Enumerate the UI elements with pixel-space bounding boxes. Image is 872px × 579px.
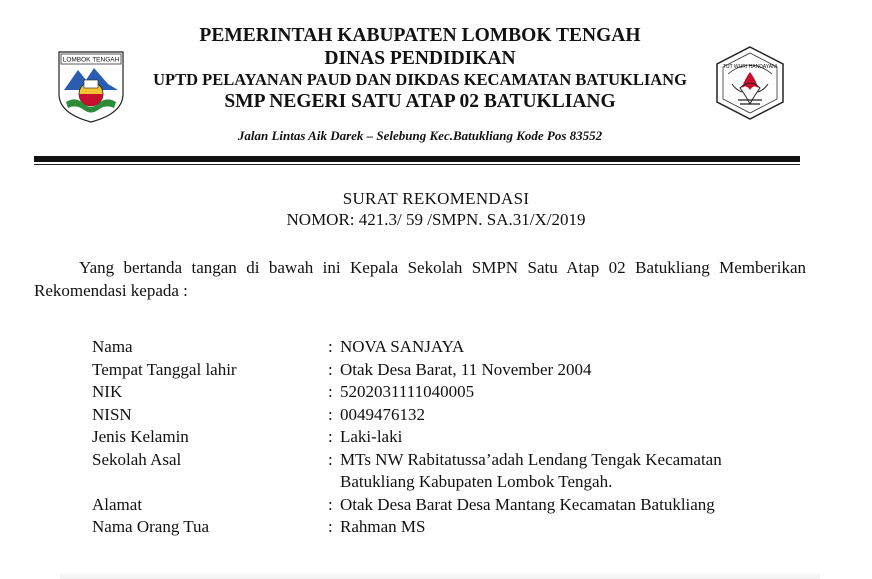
identity-label: Nama	[92, 337, 133, 356]
identity-value	[340, 449, 812, 494]
identity-row-ttl	[92, 359, 812, 382]
identity-value: 5202031111040005	[340, 382, 475, 401]
tut-wuri-handayani-emblem-icon	[712, 44, 788, 122]
identity-separator: :	[328, 517, 333, 536]
identity-row-gender	[92, 426, 812, 449]
identity-row-address	[92, 494, 812, 517]
unit-name: UPTD PELAYANAN PAUD DAN DIKDAS KECAMATAN BATUKLIANG	[153, 70, 687, 89]
identity-label: NISN	[92, 404, 132, 424]
department-name: DINAS PENDIDIKAN	[324, 48, 516, 69]
identity-value: Rahman MS	[340, 517, 426, 536]
identity-label: Nama Orang Tua	[92, 517, 210, 536]
identity-label: Tempat Tanggal lahir	[92, 359, 237, 379]
identity-row-nama	[92, 336, 812, 359]
identity-value-line: MTs NW Rabitatussa’adah Lendang Tengak Kecamatan	[340, 449, 722, 469]
school-address: Jalan Lintas Aik Darek – Selebung Kec.Batukliang Kode Pos 83552	[237, 128, 603, 143]
identity-separator: :	[328, 494, 333, 514]
letter-number: NOMOR: 421.3/ 59 /SMPN. SA.31/X/2019	[286, 210, 586, 229]
identity-row-school	[92, 449, 812, 494]
school-name: SMP NEGERI SATU ATAP 02 BATUKLIANG	[224, 91, 616, 112]
government-name: PEMERINTAH KABUPATEN LOMBOK TENGAH	[199, 25, 641, 46]
identity-value: Laki-laki	[340, 427, 403, 446]
letter-title: SURAT REKOMENDASI	[342, 189, 530, 208]
identity-separator: :	[328, 449, 333, 469]
identity-separator: :	[328, 359, 333, 379]
identity-separator: :	[328, 337, 333, 356]
identity-value: Otak Desa Barat, 11 November 2004	[340, 359, 592, 379]
identity-value: NOVA SANJAYA	[340, 337, 465, 356]
letterhead-divider-thin	[34, 164, 800, 165]
identity-table	[92, 336, 812, 539]
identity-label: Jenis Kelamin	[92, 427, 189, 446]
identity-value: 0049476132	[340, 404, 425, 424]
identity-row-parent	[92, 516, 812, 539]
identity-value-line: Batukliang Kabupaten Lombok Tengah.	[340, 472, 613, 491]
identity-label: Alamat	[92, 494, 143, 514]
emblem-banner-text: LOMBOK TENGAH	[62, 56, 120, 64]
scan-edge-shadow	[60, 571, 820, 579]
emblem-motto-text: TUT WURI HANDAYANI	[722, 64, 778, 70]
letterhead-divider	[34, 156, 800, 162]
identity-row-nik	[92, 381, 812, 404]
identity-separator: :	[328, 427, 333, 446]
identity-label: NIK	[92, 382, 123, 401]
identity-separator: :	[328, 382, 333, 401]
intro-paragraph: Yang bertanda tangan di bawah ini Kepala Sekolah SMPN Satu Atap 02 Batukliang Memberikan Rekomendasi kepada :	[34, 258, 806, 300]
identity-row-nisn	[92, 404, 812, 427]
identity-separator: :	[328, 404, 333, 424]
identity-label: Sekolah Asal	[92, 449, 182, 469]
lombok-tengah-emblem-icon	[56, 50, 126, 124]
identity-value: Otak Desa Barat Desa Mantang Kecamatan Batukliang	[340, 494, 715, 514]
